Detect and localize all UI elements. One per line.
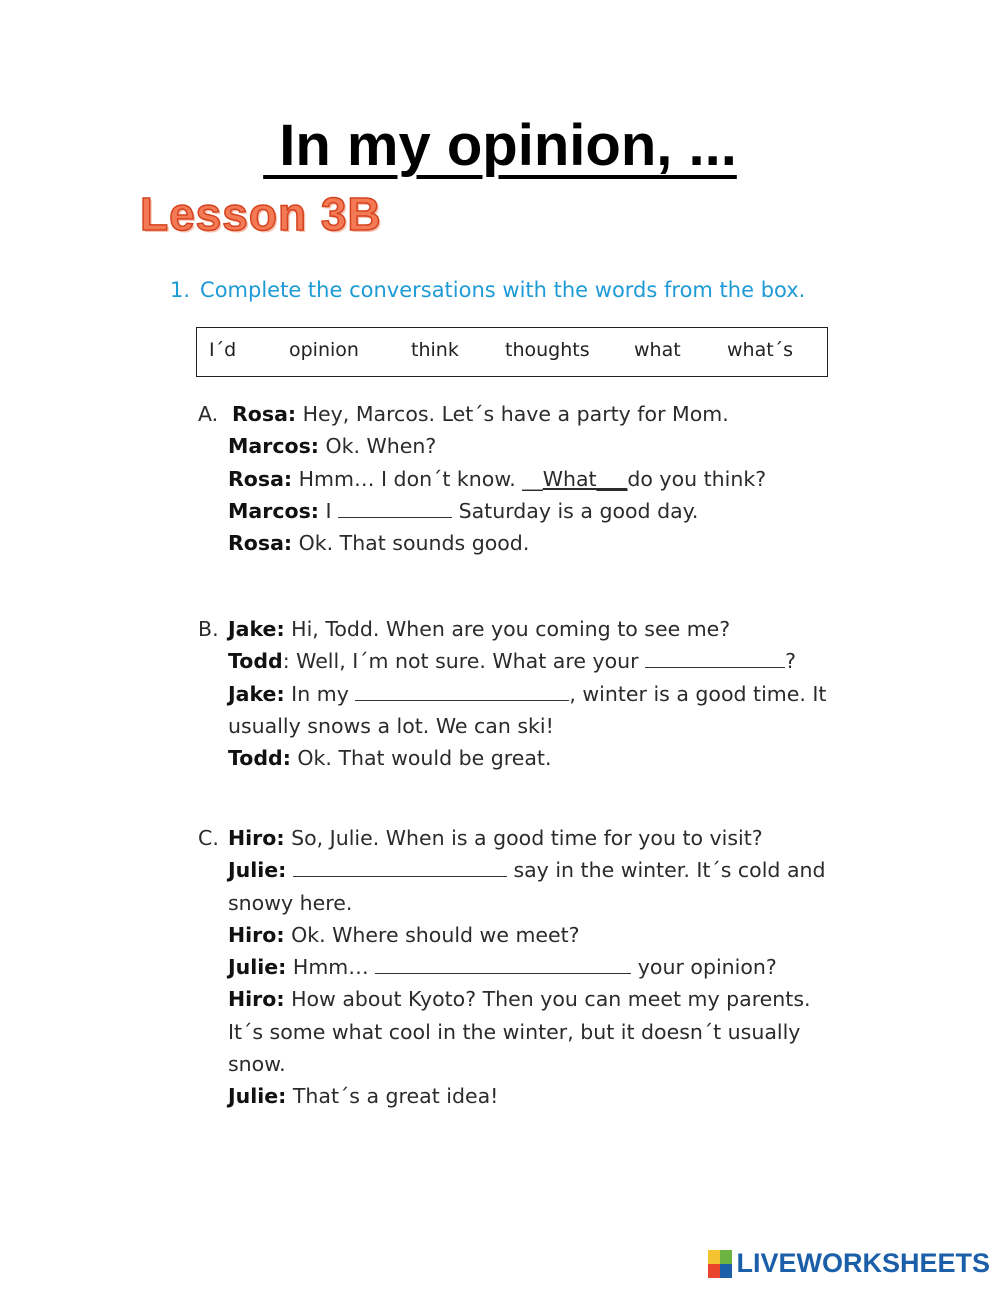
word-box-item: I´d (209, 339, 237, 361)
logo-square-red (708, 1264, 720, 1278)
conversation-line (198, 854, 858, 886)
logo-square-green (720, 1250, 732, 1264)
conversation-line (198, 613, 858, 645)
conversation-line (198, 1080, 858, 1112)
conversation-line (198, 463, 858, 495)
answer-blank[interactable] (293, 856, 507, 877)
line-text: Hmm… (286, 955, 376, 980)
speaker: Rosa: (228, 466, 293, 491)
line-text: That´s a great idea! (286, 1084, 499, 1109)
speaker: Rosa: (232, 402, 297, 426)
speaker: Todd (228, 649, 283, 674)
word-box-item: what´s (727, 339, 794, 361)
answer-blank[interactable]: What___ (542, 466, 628, 491)
line-text: Ok. That sounds good. (292, 531, 530, 556)
conversation-letter: A. (198, 402, 219, 426)
line-text: : Well, I´m not sure. What are your (282, 649, 646, 674)
word-box-item: opinion (289, 339, 359, 361)
speaker: Marcos: (228, 498, 319, 523)
line-text: do you think? (627, 466, 767, 491)
line-text: , winter is a good time. It (569, 681, 827, 706)
conversation-line (198, 710, 858, 742)
conversation-line (198, 645, 858, 677)
line-text: snowy here. (228, 890, 353, 915)
conversation-b (198, 613, 858, 774)
line-text: Hmm… I don´t know. __ (292, 466, 543, 491)
speaker: Hiro: (228, 826, 285, 850)
word-box-item: think (411, 339, 459, 361)
speaker: Jake: (228, 681, 285, 706)
logo-square-yellow (708, 1250, 720, 1264)
line-text: ? (785, 649, 796, 674)
line-text: In my (284, 681, 356, 706)
answer-blank[interactable] (645, 647, 785, 668)
line-text: your opinion? (631, 955, 777, 980)
line-text: snow. (228, 1052, 286, 1077)
brand-name: LIVEWORKSHEETS (736, 1248, 990, 1278)
conversation-line (198, 1048, 858, 1080)
line-text: Ok. Where should we meet? (284, 922, 580, 947)
answer-blank[interactable] (375, 953, 631, 974)
conversation-letter: B. (198, 617, 219, 641)
conversation-line (198, 527, 858, 559)
conversation-line (198, 430, 858, 462)
instruction (170, 278, 805, 302)
speaker: Julie: (228, 1084, 287, 1109)
conversation-line (198, 1016, 858, 1048)
answer-blank[interactable] (355, 680, 569, 701)
speaker: Hiro: (228, 922, 285, 947)
speaker: Rosa: (228, 531, 293, 556)
line-text: How about Kyoto? Then you can meet my parents. (284, 987, 811, 1012)
conversation-line (198, 398, 858, 430)
conversation-a (198, 398, 858, 559)
line-text: I (318, 498, 339, 523)
conversation-letter: C. (198, 826, 219, 850)
speaker: Marcos: (228, 434, 319, 459)
conversation-line (198, 951, 858, 983)
line-text: Hi, Todd. When are you coming to see me? (284, 617, 731, 641)
liveworksheets-icon (708, 1250, 732, 1278)
line-text: Saturday is a good day. (452, 498, 699, 523)
conversation-c (198, 822, 858, 1113)
conversation-line (198, 742, 858, 774)
line-text: Ok. That would be great. (290, 746, 552, 771)
conversation-line (198, 919, 858, 951)
line-text: It´s some what cool in the winter, but it doesn´t usually (228, 1019, 801, 1044)
word-box-item: what (634, 339, 681, 361)
word-box-item: thoughts (505, 339, 590, 361)
line-text: Hey, Marcos. Let´s have a party for Mom. (296, 402, 729, 426)
speaker: Julie: (228, 955, 287, 980)
liveworksheets-logo (708, 1248, 990, 1279)
logo-square-blue (720, 1264, 732, 1278)
line-text: usually snows a lot. We can ski! (228, 713, 554, 738)
conversation-line (198, 822, 858, 854)
conversation-line (198, 495, 858, 527)
word-box (196, 327, 828, 377)
speaker: Julie: (228, 858, 287, 883)
instruction-number: 1. (170, 278, 191, 302)
line-text: say in the winter. It´s cold and (506, 858, 826, 883)
speaker: Hiro: (228, 987, 285, 1012)
line-text: Ok. When? (318, 434, 437, 459)
line-text: So, Julie. When is a good time for you to visit? (284, 826, 763, 850)
conversation-line (198, 983, 858, 1015)
conversation-line (198, 678, 858, 710)
speaker: Todd: (228, 746, 291, 771)
speaker: Jake: (228, 617, 285, 641)
page-title: In my opinion, ... (263, 113, 737, 178)
lesson-label: Lesson 3B (140, 188, 382, 240)
conversation-line (198, 887, 858, 919)
instruction-text: Complete the conversations with the words from the box. (200, 278, 806, 302)
answer-blank[interactable] (338, 497, 452, 518)
